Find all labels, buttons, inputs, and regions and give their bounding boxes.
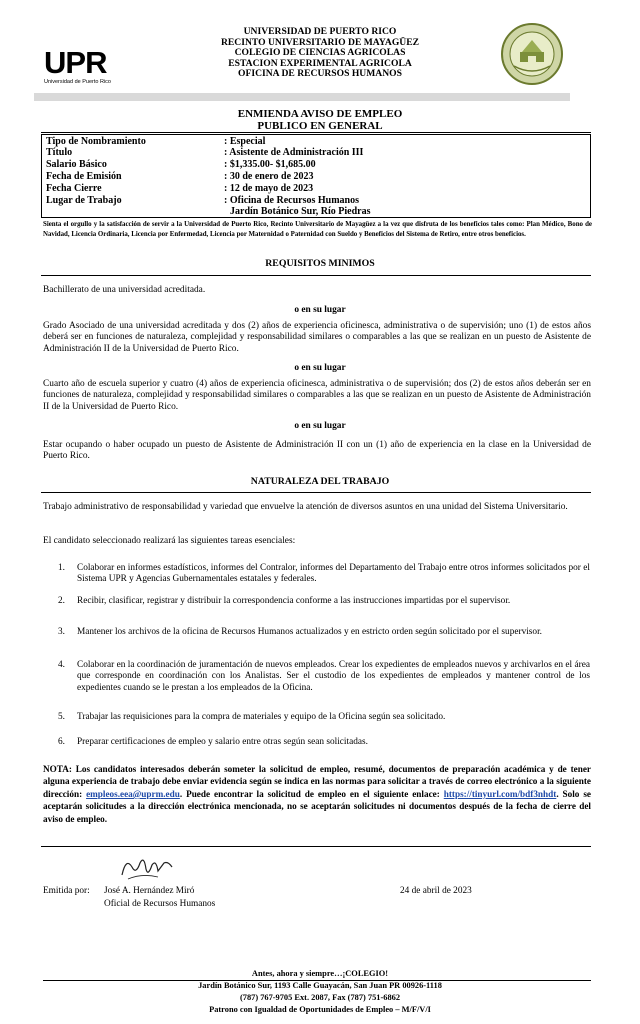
posting-title: ENMIENDA AVISO DE EMPLEO <box>237 108 403 120</box>
detail-value: : Oficina de Recursos Humanos <box>224 195 359 206</box>
detail-value: : 12 de mayo de 2023 <box>224 183 314 194</box>
issue-date: 24 de abril de 2023 <box>400 886 472 896</box>
detail-value: : Especial <box>224 136 266 147</box>
detail-value: : 30 de enero de 2023 <box>224 171 314 182</box>
note-text: . Puede encontrar la solicitud de empleo en el siguiente enlace: <box>179 788 444 799</box>
header-line: ESTACION EXPERIMENTAL AGRICOLA <box>228 57 412 69</box>
footer-phone: (787) 767-9705 Ext. 2087, Fax (787) 751-6862 <box>239 993 401 1002</box>
header-line: UNIVERSIDAD DE PUERTO RICO <box>243 26 397 37</box>
job-nature-paragraph: El candidato seleccionado realizará las siguientes tareas esenciales: <box>43 536 296 546</box>
footer-equal-opportunity: Patrono con Igualdad de Oportunidades de Empleo – M/F/V/I <box>209 1005 431 1014</box>
alternative-label: o en su lugar <box>294 421 346 431</box>
task-number: 4. <box>58 660 65 670</box>
note-text: . Solo se aceptarán solicitudes a la dirección electrónica mencionada, no se aceptarán solicitudes ni documentos después de la fecha de cierre del aviso de empleo. <box>43 788 591 824</box>
detail-label: Lugar de Trabajo <box>46 195 122 206</box>
task-text: Colaborar en la coordinación de juramentación de nuevos empleados. Crear los expedientes de empleados nuevos y archivarlos en el área que corresponde en coordinación con los Analistas. Ser el custodio de los expedientes de empleados y mantener control de los expedientes cuando se le prestan a los empleados de la Oficina. <box>77 660 590 693</box>
application-note <box>43 763 591 825</box>
task-item <box>58 627 590 638</box>
note-text: NOTA: Los candidatos interesados deberán someter la solicitud de empleo, resumé, documentos de preparación académica y de tener alguna experiencia de trabajo debe enviar evidencia según se indica en las normas para solicitar a través de correo electrónico a la siguiente dirección: <box>43 764 591 799</box>
detail-value: : $1,335.00- $1,685.00 <box>224 159 316 170</box>
issuer-role: Oficial de Recursos Humanos <box>104 899 216 909</box>
detail-label: Tipo de Nombramiento <box>46 136 146 147</box>
position-details-table <box>41 134 591 218</box>
task-number: 6. <box>58 737 65 747</box>
email-link[interactable]: empleos.eea@uprm.edu <box>86 788 180 799</box>
task-item <box>58 596 590 607</box>
alternative-label: o en su lugar <box>294 363 346 373</box>
requirements-rule <box>41 275 591 276</box>
issued-by-label: Emitida por: <box>43 886 90 896</box>
issuer-name: José A. Hernández Miró <box>104 886 195 896</box>
task-text: Colaborar en informes estadísticos, informes del Contralor, informes del Departamento del Trabajo entre otros informes solicitados por el Sistema UPR y Agencias Gubernamentales estatales y federales. <box>77 563 590 585</box>
job-nature-paragraph: Trabajo administrativo de responsabilidad y variedad que envuelve la atención de diversos asuntos en una unidad del Sistema Universitario. <box>43 502 568 512</box>
job-nature-rule <box>41 492 591 493</box>
benefits-text: Sienta el orgullo y la satisfacción de servir a la Universidad de Puerto Rico, Recinto Universitario de Mayagüez a la vez que disfruta de los beneficios tales como: Plan Médico, Bono de Navidad, Licencia Ordinaria, Licencia por Enfermedad, Licencia por Maternidad o Paternidad con Sueldo y Beneficios del Sistema de Retiro, entre otros beneficios. <box>43 221 592 238</box>
detail-label: Fecha Cierre <box>46 183 102 194</box>
institution-header <box>180 27 460 80</box>
footer-address: Jardín Botánico Sur, 1193 Calle Guayacán, San Juan PR 00926-1118 <box>198 981 442 990</box>
task-item <box>58 737 590 748</box>
detail-value: Jardín Botánico Sur, Río Piedras <box>230 206 371 217</box>
job-nature-heading: NATURALEZA DEL TRABAJO <box>250 476 390 487</box>
requirements-heading: REQUISITOS MINIMOS <box>265 258 375 269</box>
footer-motto: Antes, ahora y siempre…¡COLEGIO! <box>251 969 389 978</box>
header-line: COLEGIO DE CIENCIAS AGRICOLAS <box>234 47 406 59</box>
header-line: OFICINA DE RECURSOS HUMANOS <box>238 68 402 80</box>
task-number: 3. <box>58 627 65 637</box>
alternative-label: o en su lugar <box>294 305 346 315</box>
task-item <box>58 563 590 586</box>
task-item <box>58 712 590 723</box>
task-item <box>58 660 590 694</box>
task-number: 2. <box>58 596 65 606</box>
signature-image <box>118 853 178 885</box>
task-text: Recibir, clasificar, registrar y distribuir la correspondencia conforme a las instrucciones impartidas por el supervisor. <box>77 596 511 606</box>
requirement-paragraph: Estar ocupando o haber ocupado un puesto de Asistente de Administración II con un (1) año de experiencia en la clase en la Universidad de Puerto Rico. <box>43 440 591 462</box>
requirement-paragraph: Grado Asociado de una universidad acreditada y dos (2) años de experiencia oficinesca, administrativa o de supervisión; uno (1) de estos años deberá ser en funciones de naturaleza, complejidad y responsabilidad similares o comparables a las que se realizan en un puesto de Asistente de Administración II de la Universidad de Puerto Rico. <box>43 321 591 354</box>
application-url-link[interactable]: https://tinyurl.com/bdf3nhdt <box>443 788 557 799</box>
task-text: Trabajar las requisiciones para la compra de materiales y equipo de la Oficina según sea solicitado. <box>77 712 446 722</box>
university-seal-icon <box>500 22 564 86</box>
header-divider-bar <box>34 93 570 101</box>
task-number: 1. <box>58 563 65 573</box>
note-rule <box>41 846 591 847</box>
upr-logo-subtext: Universidad de Puerto Rico <box>44 79 111 85</box>
title-rule <box>41 132 591 133</box>
detail-label: Fecha de Emisión <box>46 171 122 182</box>
requirement-paragraph: Bachillerato de una universidad acreditada. <box>43 285 206 295</box>
detail-value: : Asistente de Administración III <box>224 147 364 158</box>
header-line: RECINTO UNIVERSITARIO DE MAYAGÜEZ <box>220 36 420 48</box>
upr-logo-text: UPR <box>44 45 107 80</box>
task-text: Mantener los archivos de la oficina de Recursos Humanos actualizados y en estricto orden según solicitado por el supervisor. <box>77 627 542 637</box>
detail-label: Título <box>46 147 73 158</box>
task-text: Preparar certificaciones de empleo y salario entre otras según sean solicitadas. <box>77 737 368 747</box>
task-number: 5. <box>58 712 65 722</box>
requirement-paragraph: Cuarto año de escuela superior y cuatro (4) años de experiencia oficinesca, administrativa o de supervisión; dos (2) de estos años deberán ser en funciones de naturaleza, complejidad y responsabilidad similares o comparables a las que se realizan en un puesto de Asistente de Administración II de la Universidad de Puerto Rico. <box>43 379 591 412</box>
posting-subtitle: PUBLICO EN GENERAL <box>257 120 383 132</box>
detail-label: Salario Básico <box>46 159 107 170</box>
upr-logo <box>44 45 124 85</box>
